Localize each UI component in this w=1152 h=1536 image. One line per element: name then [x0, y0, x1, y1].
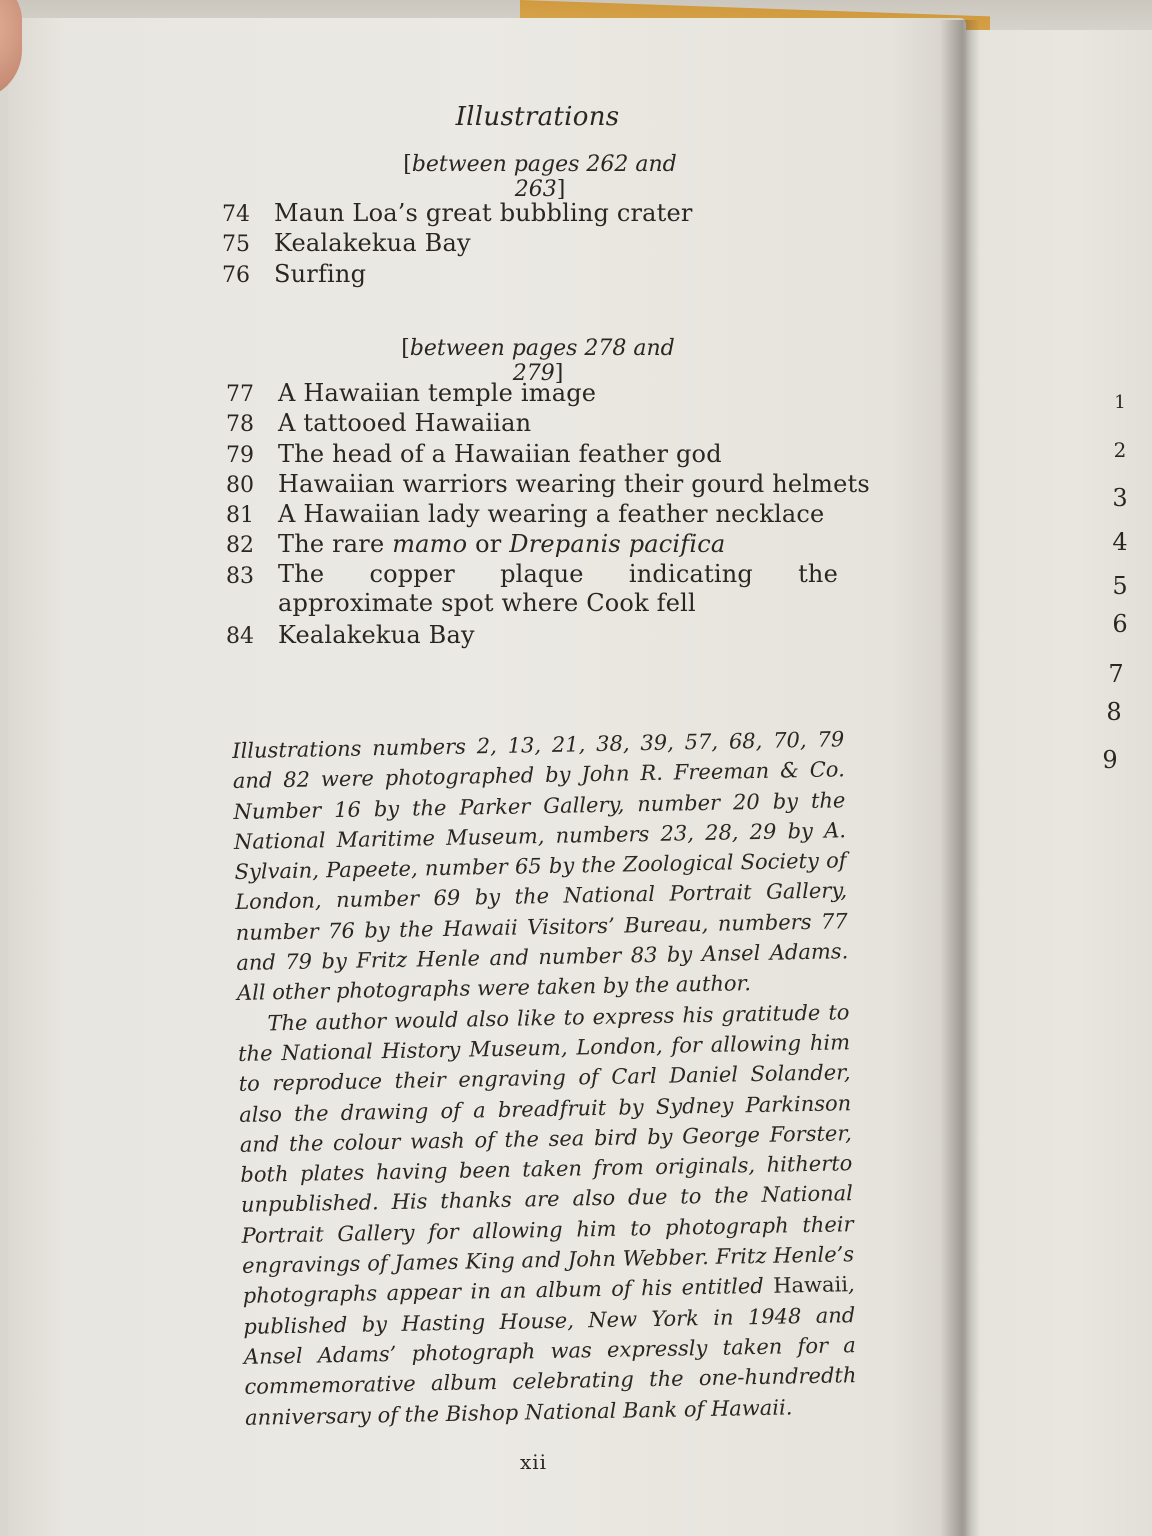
item-number: 82: [226, 533, 254, 559]
list-item: [226, 620, 846, 650]
illustration-list-1: [222, 198, 842, 289]
page-range: between pages 278 and 279: [409, 336, 675, 386]
item-number: 74: [222, 202, 250, 227]
page-range: between pages 262 and 263: [411, 152, 677, 202]
item-caption: A tattooed Hawaiian: [278, 409, 532, 438]
facing-number: 1: [1114, 392, 1126, 413]
item-caption: A Hawaiian temple image: [278, 379, 597, 407]
bracket-open: [: [401, 336, 410, 361]
caption-part: or: [467, 530, 510, 559]
list-item: [222, 228, 842, 258]
species-name-latin: Drepanis pacifica: [509, 530, 726, 559]
facing-number: 5: [1112, 572, 1128, 600]
item-number: 83: [226, 563, 254, 589]
item-number: 78: [226, 412, 254, 438]
page-number: xii: [520, 1450, 548, 1474]
caption-part: The rare: [278, 530, 393, 559]
item-number: 79: [226, 442, 254, 468]
acknowledgements-text-end: , published by Hasting House, New York in 1948 and Ansel Adams’ photograph was expressly taken for a commemorative album celebrating the one-hundredth anniversary of the Bishop National Bank of Hawaii.: [243, 1272, 857, 1430]
facing-number: 6: [1112, 610, 1128, 638]
facing-page-edge: [960, 30, 1152, 1536]
bracket-close: ]: [554, 361, 564, 386]
facing-number: 3: [1112, 484, 1128, 512]
page-title: Illustrations: [455, 102, 620, 132]
illustration-list-2: [226, 378, 870, 650]
credits-paragraph: Illustrations numbers 2, 13, 21, 38, 39, 57, 68, 70, 79 and 82 were photographed by John R. Freeman & Co. Number 16 by the Parker Gallery, number 20 by the National Maritime Museum, numbers 23, 28, 29 by A. Sylvain, Papeete, number 65 by the Zoological Society of London, number 69 by the National Portrait Gallery, number 76 by the Hawaii Visitors’ Bureau, numbers 77 and 79 by Fritz Henle and number 83 by Ansel Adams. All other photographs were taken by the author.: [232, 727, 849, 1006]
acknowledgements-text: The author would also like to express his gratitude to the National History Museum, London, for allowing him to reproduce their engraving of Carl Daniel Solander, also the drawing of a breadfruit by Sydney Parkinson and the colour wash of the sea bird by George Forster, both plates having been taken from originals, hitherto unpublished. His thanks are also due to the National Portrait Gallery for allowing him to photograph their engravings of James King and John Webber. Fritz Henle’s photographs appear in an album of his entitled: [237, 999, 855, 1309]
item-caption: A Hawaiian lady wearing a feather necklace: [278, 500, 825, 529]
list-item: [226, 408, 846, 438]
item-number: 76: [222, 262, 250, 288]
facing-number: 8: [1106, 698, 1122, 726]
item-caption: The copper plaque indicating the approximate spot where Cook fell: [278, 559, 838, 617]
item-number: 81: [226, 503, 254, 529]
item-caption: Kealakekua Bay: [274, 229, 471, 258]
list-item: [226, 529, 846, 559]
item-caption: The head of a Hawaiian feather god: [278, 439, 722, 468]
item-number: 77: [226, 382, 254, 407]
facing-number: 9: [1102, 746, 1118, 774]
list-item: [226, 439, 846, 469]
facing-number: 2: [1113, 438, 1127, 462]
bracket-close: ]: [556, 177, 566, 202]
acknowledgements-paragraph: [237, 997, 857, 1433]
photo-credits: [232, 724, 857, 1432]
bracket-open: [: [403, 152, 412, 177]
facing-number: 4: [1112, 528, 1128, 556]
item-number: 75: [222, 232, 250, 258]
item-caption: Surfing: [274, 259, 367, 288]
section-heading-1: [392, 152, 688, 202]
item-caption: Hawaiian warriors wearing their gourd helmets: [278, 469, 870, 498]
page-gutter: [940, 20, 980, 1536]
item-caption: [278, 529, 725, 559]
list-item: [226, 499, 846, 529]
list-item: [226, 378, 846, 408]
item-caption: Kealakekua Bay: [278, 620, 475, 649]
album-title: Hawaii: [772, 1272, 849, 1299]
list-item: [222, 259, 842, 289]
list-item: [226, 560, 846, 620]
list-item: [222, 198, 842, 228]
item-number: 80: [226, 472, 254, 498]
facing-number: 7: [1108, 660, 1124, 688]
item-number: 84: [226, 623, 254, 649]
species-name-common: mamo: [392, 530, 468, 559]
list-item: [226, 469, 870, 499]
item-caption: Maun Loa’s great bubbling crater: [274, 199, 693, 227]
